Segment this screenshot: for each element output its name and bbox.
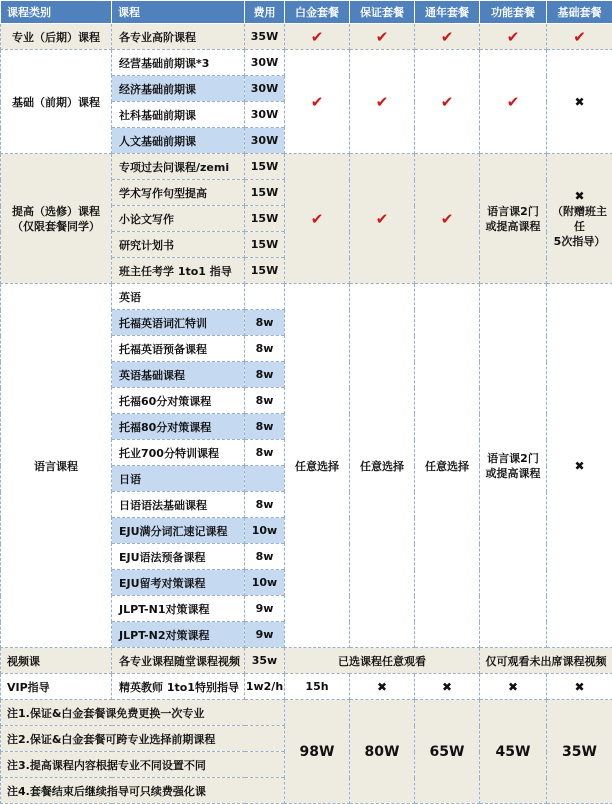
function-note-line1: 语言课2门 [480,204,546,219]
table-row [1,674,612,700]
price-annual: 65W [415,700,480,804]
course-cell: 各专业高阶课程 [112,24,245,50]
price-function: 45W [480,700,547,804]
check-icon: ✔ [311,28,324,46]
function-note-line2: 或提高课程 [480,219,546,234]
fee-cell: 1w2/h [245,674,285,700]
basic-advanced-note [547,154,612,284]
fee-cell: 9w [245,596,285,622]
course-cell: 研究计划书 [112,232,245,258]
price-guarantee: 80W [350,700,415,804]
function-note-line1: 语言课2门 [480,451,546,466]
price-platinum: 98W [285,700,350,804]
course-cell: 各专业课程随堂课程视频 [112,648,245,674]
cross-icon: ✖ [574,680,584,694]
fee-cell: 15W [245,180,285,206]
check-icon: ✔ [311,93,324,111]
check-icon: ✔ [507,28,520,46]
fee-cell: 30W [245,76,285,102]
header-row [1,1,612,24]
fee-cell: 8w [245,414,285,440]
note-2: 注2.保证&白金套餐可跨专业选择前期课程 [1,726,285,752]
course-cell: 经济基础前期课 [112,76,245,102]
cross-icon: ✖ [574,459,584,473]
function-advanced-note [480,154,547,284]
table-row [1,50,612,76]
cross-icon: ✖ [377,680,387,694]
course-cell: 专项过去问课程/zemi [112,154,245,180]
video-top3-note: 已选课程任意观看 [285,648,480,674]
basic-note-line2: 5次指导） [547,234,612,249]
fee-cell: 10w [245,570,285,596]
fee-cell: 8w [245,388,285,414]
note-4: 注4.套餐结束后继续指导可只续费强化课 [1,778,285,804]
course-cell: 班主任考学 1to1 指导 [112,258,245,284]
category-language: 语言课程 [1,284,112,648]
course-cell: EJU满分词汇速记课程 [112,518,245,544]
course-cell: EJU留考对策课程 [112,570,245,596]
category-specialized: 专业（后期）课程 [1,24,112,50]
cross-icon: ✖ [442,680,452,694]
check-icon: ✔ [376,28,389,46]
fee-cell [245,284,285,310]
course-cell: JLPT-N2对策课程 [112,622,245,648]
annual-language: 任意选择 [415,284,480,648]
course-cell: 英语 [112,284,245,310]
cross-icon: ✖ [574,189,584,203]
fee-cell: 8w [245,544,285,570]
check-icon: ✔ [376,93,389,111]
category-vip: VIP指导 [1,674,112,700]
header-fee: 费用 [245,1,285,24]
price-basic: 35W [547,700,612,804]
course-cell: 精英教师 1to1特别指导 [112,674,245,700]
cross-icon: ✖ [508,680,518,694]
header-platinum: 白金套餐 [285,1,350,24]
fee-cell: 9w [245,622,285,648]
note-1: 注1.保证&白金套餐课免费更换一次专业 [1,700,285,726]
fee-cell: 10w [245,518,285,544]
fee-cell: 35w [245,648,285,674]
fee-cell: 30W [245,102,285,128]
course-cell: 人文基础前期课 [112,128,245,154]
header-guarantee: 保证套餐 [350,1,415,24]
course-cell: 托福英语预备课程 [112,336,245,362]
category-advanced-line1: 提高（选修）课程 [1,204,111,219]
course-cell: 日语 [112,466,245,492]
check-icon: ✔ [311,210,324,228]
fee-cell: 15W [245,154,285,180]
header-course: 课程 [112,1,245,24]
fee-cell: 15W [245,258,285,284]
fee-cell [245,466,285,492]
basic-note-line1: （附赠班主任 [547,204,612,234]
check-icon: ✔ [441,210,454,228]
fee-cell: 30W [245,128,285,154]
table-row [1,284,612,310]
check-icon: ✔ [441,28,454,46]
note-3: 注3.提高课程内容根据专业不同设置不同 [1,752,285,778]
check-icon: ✔ [441,93,454,111]
course-cell: 托福80分对策课程 [112,414,245,440]
fee-cell: 15W [245,206,285,232]
course-cell: 小论文写作 [112,206,245,232]
course-cell: 托业700分特训课程 [112,440,245,466]
table-row [1,154,612,180]
header-category: 课程类别 [1,1,112,24]
fee-cell: 30W [245,50,285,76]
header-basic: 基础套餐 [547,1,612,24]
fee-cell: 8w [245,492,285,518]
check-icon: ✔ [507,93,520,111]
fee-cell: 15W [245,232,285,258]
course-cell: 学术写作句型提高 [112,180,245,206]
course-cell: 社科基础前期课 [112,102,245,128]
check-icon: ✔ [573,28,586,46]
function-language-note [480,284,547,648]
table-row [1,700,612,726]
fee-cell: 35W [245,24,285,50]
vip-platinum: 15h [285,674,350,700]
course-cell: 托福英语词汇特训 [112,310,245,336]
function-note-line2: 或提高课程 [480,466,546,481]
table-row [1,24,612,50]
course-cell: 日语语法基础课程 [112,492,245,518]
video-bottom2-note: 仅可观看未出席课程视频 [480,648,612,674]
course-cell: 英语基础课程 [112,362,245,388]
fee-cell: 8w [245,440,285,466]
category-advanced-line2: （仅限套餐同学） [1,219,111,234]
check-icon: ✔ [376,210,389,228]
course-cell: 经营基础前期课*3 [112,50,245,76]
header-annual: 通年套餐 [415,1,480,24]
course-cell: JLPT-N1对策课程 [112,596,245,622]
platinum-language: 任意选择 [285,284,350,648]
fee-cell: 8w [245,310,285,336]
category-video: 视频课 [1,648,112,674]
category-advanced [1,154,112,284]
course-cell: 托福60分对策课程 [112,388,245,414]
category-basic: 基础（前期）课程 [1,50,112,154]
table-row [1,648,612,674]
cross-icon: ✖ [574,95,584,109]
header-function: 功能套餐 [480,1,547,24]
guarantee-language: 任意选择 [350,284,415,648]
fee-cell: 8w [245,362,285,388]
course-cell: EJU语法预备课程 [112,544,245,570]
fee-cell: 8w [245,336,285,362]
